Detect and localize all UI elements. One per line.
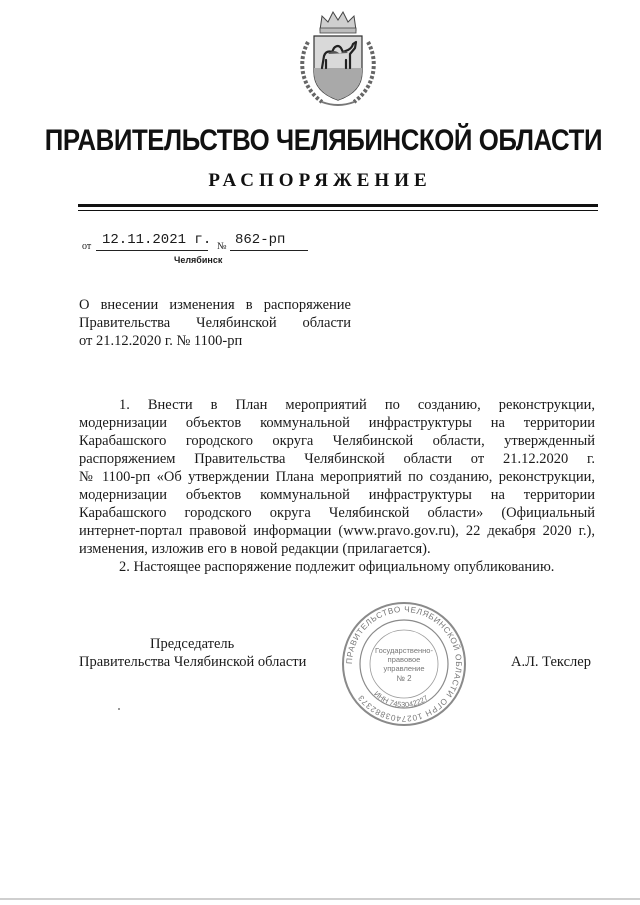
body-paragraph-2: 2. Настоящее распоряжение подлежит официальному опубликованию. [119, 559, 555, 575]
seal-ring-text: ПРАВИТЕЛЬСТВО ЧЕЛЯБИНСКОЙ ОБЛАСТИ ОГРН 1027403882373 [344, 604, 464, 724]
signatory-position: Председатель [150, 636, 235, 652]
date-underline [96, 250, 208, 251]
document-subject [79, 296, 351, 350]
registration-line [82, 232, 322, 256]
page-bottom-edge [0, 898, 640, 900]
seal-center-line: управление [383, 664, 425, 673]
scan-speck [118, 708, 120, 710]
document-type: РАСПОРЯЖЕНИЕ [208, 170, 432, 191]
body-line: изменения, изложив его в новой редакции (прилагается). [79, 541, 431, 557]
document-date: 12.11.2021 г. [102, 232, 212, 248]
body-line: Карабашского городского округа Челябинской области» (Официальный [79, 505, 595, 521]
signatory-organization: Правительства Челябинской области [79, 654, 307, 670]
subject-line: от 21.12.2020 г. № 1100-рп [79, 333, 243, 349]
government-title: ПРАВИТЕЛЬСТВО ЧЕЛЯБИНСКОЙ ОБЛАСТИ [44, 124, 603, 157]
body-line: распоряжением Правительства Челябинской области от 21.12.2020 г. [79, 451, 595, 467]
city-label: Челябинск [174, 255, 223, 265]
coat-of-arms-icon [292, 8, 384, 110]
body-line: модернизации объектов коммунальной инфраструктуры на территории [79, 487, 595, 503]
date-prefix: от [82, 241, 92, 252]
seal-center-line: правовое [387, 655, 421, 664]
document-body [79, 396, 595, 576]
subject-line: О внесении изменения в распоряжение [79, 297, 351, 313]
seal-center-line: Государственно- [375, 646, 433, 655]
seal-center-line: № 2 [396, 674, 412, 683]
number-prefix: № [217, 241, 227, 252]
official-seal-stamp [340, 600, 468, 728]
document-number: 862-рп [235, 232, 286, 248]
body-line: 1. Внести в План мероприятий по созданию, реконструкции, [119, 397, 595, 413]
signatory-name: А.Л. Текслер [511, 654, 591, 670]
header-rule-thin [78, 210, 598, 211]
number-underline [230, 250, 308, 251]
seal-inn-text: ИНН 7453042227 [372, 689, 430, 710]
body-line: интернет-портал правовой информации (www.pravo.gov.ru), 22 декабря 2020 г.), [79, 523, 595, 539]
header-rule-thick [78, 204, 598, 207]
body-line: Карабашского городского округа Челябинской области, утвержденный [79, 433, 595, 449]
body-line: модернизации объектов коммунальной инфраструктуры на территории [79, 415, 595, 431]
svg-text:ИНН 7453042227 [372, 689, 429, 709]
body-line: № 1100-рп «Об утверждении Плана мероприятий по созданию, реконструкции, [79, 469, 595, 485]
subject-line: Правительства Челябинской области [79, 315, 351, 331]
